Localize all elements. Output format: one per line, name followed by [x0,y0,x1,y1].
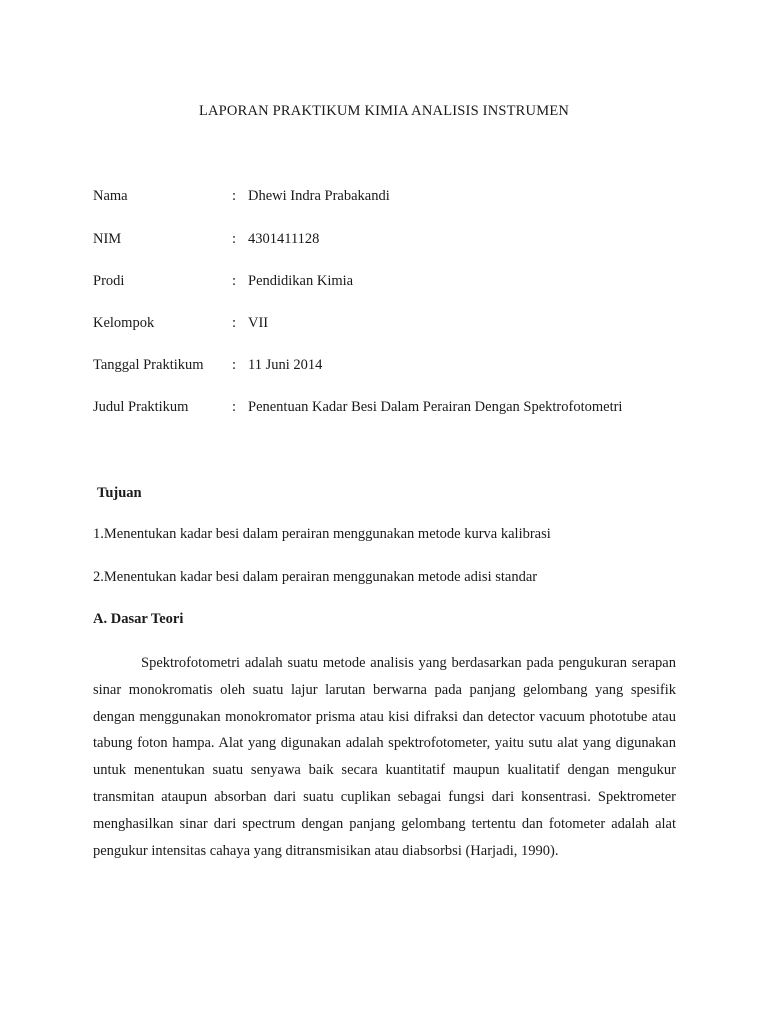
info-colon: : [232,231,237,247]
info-value: Penentuan Kadar Besi Dalam Perairan Dengan Spektrofotometri [248,399,623,415]
info-colon: : [232,357,237,373]
info-row-kelompok [93,315,693,335]
info-value: VII [248,315,269,331]
info-label: Prodi [93,273,125,289]
info-row-nama [93,188,693,208]
info-value: Pendidikan Kimia [248,273,354,289]
info-row-nim [93,231,693,251]
info-value: Dhewi Indra Prabakandi [248,188,390,204]
tujuan-item-1: 1.Menentukan kadar besi dalam perairan menggunakan metode kurva kalibrasi [93,526,551,542]
info-value: 11 Juni 2014 [248,357,323,373]
info-label: NIM [93,231,122,247]
info-row-prodi [93,273,693,293]
dasar-teori-paragraph: Spektrofotometri adalah suatu metode analisis yang berdasarkan pada pengukuran serapan sinar monokromatis oleh suatu lajur larutan berwarna pada panjang gelombang yang spesifik dengan menggunakan monokromator prisma atau kisi difraksi dan detector vacuum phototube atau tabung foton hampa. Alat yang digunakan adalah spektrofotometer, yaitu sutu alat yang digunakan untuk menentukan suatu senyawa baik secara kuantitatif maupun kualitatif dengan mengukur transmitan ataupun absorban dari suatu cuplikan sebagai fungsi dari konsentrasi. Spektrometer menghasilkan sinar dari spectrum dengan panjang gelombang tertentu dan fotometer adalah alat pengukur intensitas cahaya yang ditransmisikan atau diabsorbsi (Harjadi, 1990). [93,655,676,859]
info-label: Kelompok [93,315,155,331]
document-title: LAPORAN PRAKTIKUM KIMIA ANALISIS INSTRUMEN [198,103,570,119]
info-label: Tanggal Praktikum [93,357,204,373]
info-row-judul [93,399,693,419]
info-row-tanggal [93,357,693,377]
tujuan-item-2: 2.Menentukan kadar besi dalam perairan menggunakan metode adisi standar [93,569,538,585]
info-value: 4301411128 [248,231,320,247]
info-colon: : [232,188,237,204]
dasar-teori-heading: A. Dasar Teori [93,611,184,627]
info-label: Judul Praktikum [93,399,189,415]
info-colon: : [232,399,237,415]
info-label: Nama [93,188,128,204]
info-colon: : [232,273,237,289]
tujuan-heading: Tujuan [97,485,142,501]
info-colon: : [232,315,237,331]
